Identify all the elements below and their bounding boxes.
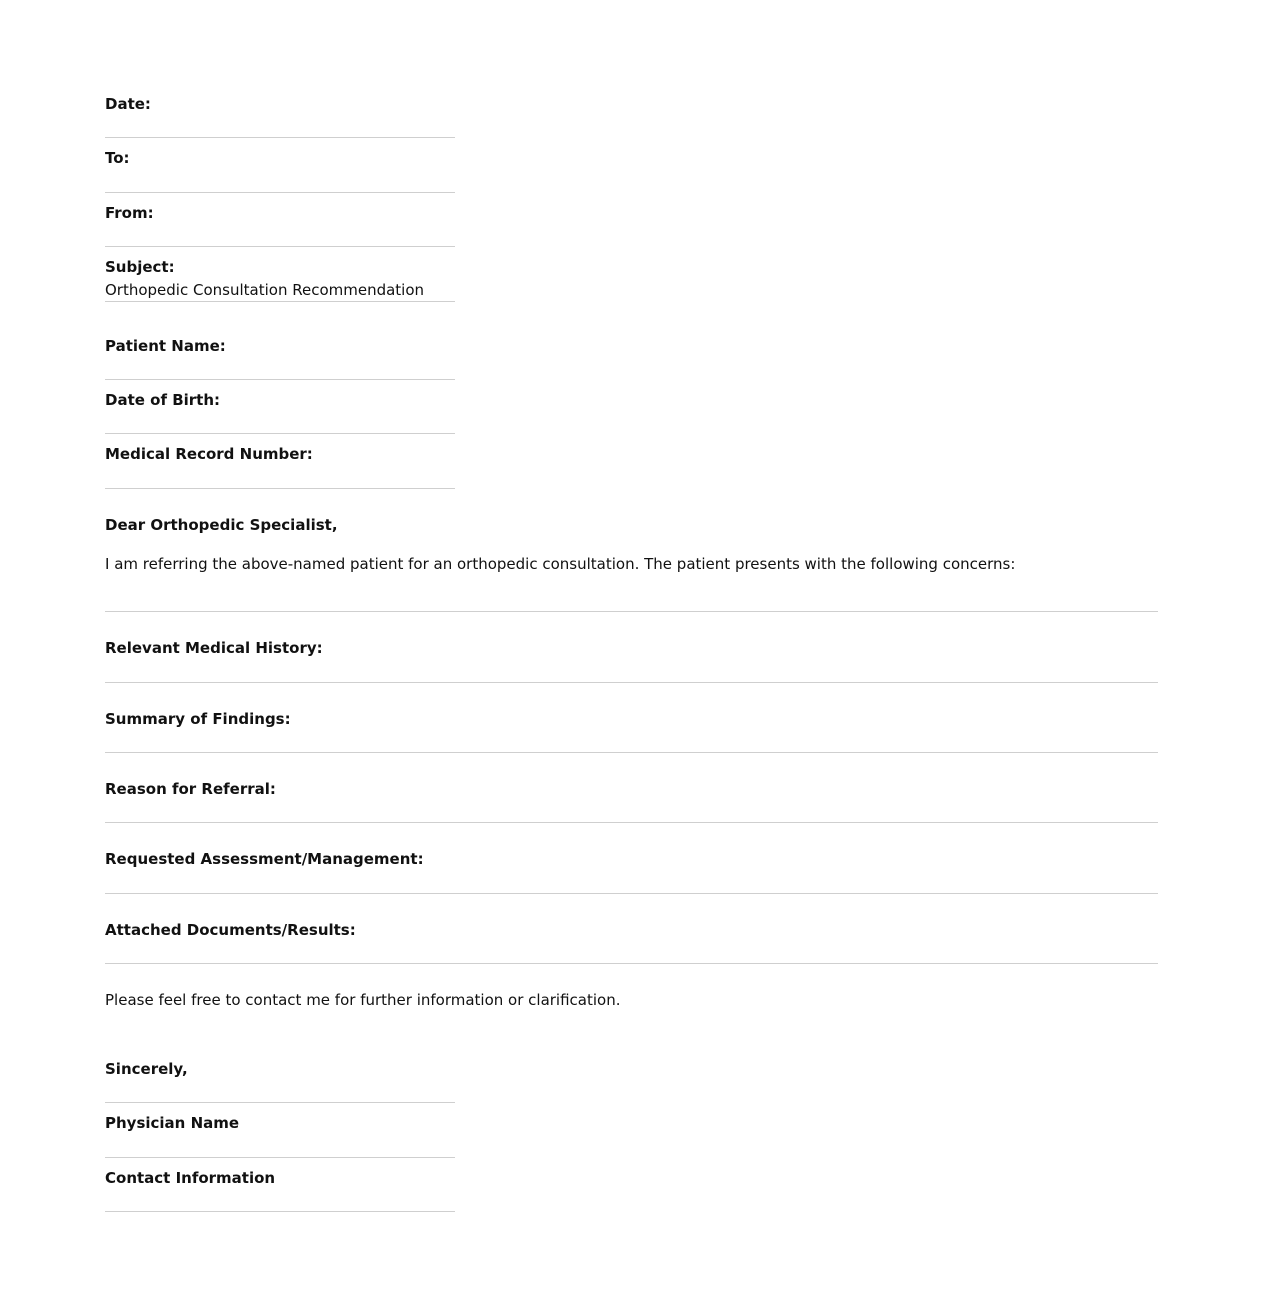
- reason-for-referral-label: Reason for Referral:: [105, 780, 276, 798]
- medical-record-number-field[interactable]: [105, 444, 455, 489]
- medical-history-field[interactable]: [105, 638, 1158, 683]
- sincerely-field: [105, 1059, 455, 1103]
- sincerely-label: Sincerely,: [105, 1060, 188, 1078]
- salutation: Dear Orthopedic Specialist,: [105, 516, 338, 534]
- requested-assessment-field[interactable]: [105, 849, 1158, 894]
- contact-information-field[interactable]: [105, 1168, 455, 1212]
- medical-history-label: Relevant Medical History:: [105, 639, 323, 657]
- patient-name-field[interactable]: [105, 336, 455, 380]
- subject-value: Orthopedic Consultation Recommendation: [105, 281, 425, 299]
- concerns-field[interactable]: [105, 580, 1158, 612]
- to-label: To:: [105, 149, 130, 167]
- closing-note: Please feel free to contact me for further information or clarification.: [105, 991, 621, 1009]
- findings-field[interactable]: [105, 709, 1158, 753]
- from-field[interactable]: [105, 203, 455, 247]
- medical-record-number-label: Medical Record Number:: [105, 445, 313, 463]
- reason-for-referral-field[interactable]: [105, 779, 1158, 823]
- contact-information-label: Contact Information: [105, 1169, 276, 1187]
- date-field[interactable]: [105, 94, 455, 138]
- attached-documents-field[interactable]: [105, 920, 1158, 964]
- date-of-birth-field[interactable]: [105, 390, 455, 434]
- findings-label: Summary of Findings:: [105, 710, 291, 728]
- date-label: Date:: [105, 95, 151, 113]
- subject-field[interactable]: [105, 257, 455, 302]
- physician-name-field[interactable]: [105, 1113, 455, 1158]
- patient-name-label: Patient Name:: [105, 337, 226, 355]
- to-field[interactable]: [105, 148, 455, 193]
- attached-documents-label: Attached Documents/Results:: [105, 921, 356, 939]
- requested-assessment-label: Requested Assessment/Management:: [105, 850, 424, 868]
- date-of-birth-label: Date of Birth:: [105, 391, 221, 409]
- intro-paragraph: I am referring the above-named patient for an orthopedic consultation. The patient presents with the following concerns:: [105, 555, 1016, 573]
- subject-label: Subject:: [105, 258, 175, 276]
- physician-name-label: Physician Name: [105, 1114, 240, 1132]
- from-label: From:: [105, 204, 154, 222]
